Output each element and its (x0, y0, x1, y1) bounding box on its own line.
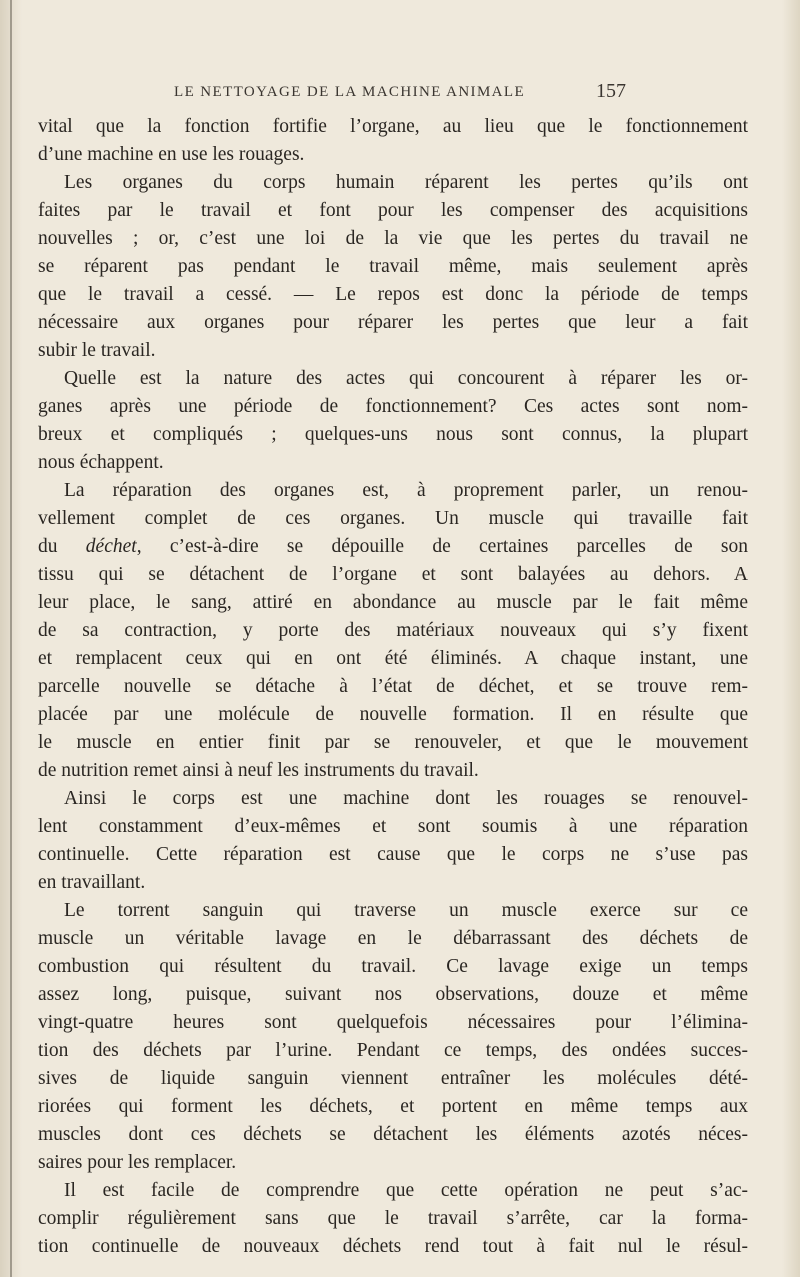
text-line: nécessaire aux organes pour réparer les pertes que leur a fait (38, 312, 748, 333)
text-line: Quelle est la nature des actes qui concourent à réparer les or- (64, 368, 748, 389)
text-line: de nutrition remet ainsi à neuf les instruments du travail. (38, 760, 479, 781)
text-line: continuelle. Cette réparation est cause que le corps ne s’use pas (38, 844, 748, 865)
text-line: Le torrent sanguin qui traverse un muscle exerce sur ce (64, 900, 748, 921)
text-line: muscle un véritable lavage en le débarrassant des déchets de (38, 928, 748, 949)
text-line: placée par une molécule de nouvelle formation. Il en résulte que (38, 704, 748, 725)
text-line: que le travail a cessé. — Le repos est donc la période de temps (38, 284, 748, 305)
body-text (38, 113, 748, 1261)
text-line: saires pour les remplacer. (38, 1152, 237, 1173)
text-fragment: du (38, 536, 86, 557)
page-edge-shadow-right (782, 0, 800, 1277)
text-line: le muscle en entier finit par se renouveler, et que le mouvement (38, 732, 748, 753)
text-line: combustion qui résultent du travail. Ce lavage exige un temps (38, 956, 748, 977)
text-line: vellement complet de ces organes. Un muscle qui travaille fait (38, 508, 748, 529)
text-line: Il est facile de comprendre que cette opération ne peut s’ac- (64, 1180, 748, 1201)
text-line: Les organes du corps humain réparent les pertes qu’ils ont (64, 172, 748, 193)
text-line: muscles dont ces déchets se détachent les éléments azotés néces- (38, 1124, 748, 1145)
text-line: leur place, le sang, attiré en abondance au muscle par le fait même (38, 592, 748, 613)
text-line: La réparation des organes est, à proprement parler, un renou- (64, 480, 748, 501)
text-line: riorées qui forment les déchets, et portent en même temps aux (38, 1096, 748, 1117)
text-line: Ainsi le corps est une machine dont les rouages se renouvel- (64, 788, 748, 809)
text-line: vingt-quatre heures sont quelquefois nécessaires pour l’élimina- (38, 1012, 748, 1033)
text-line: se réparent pas pendant le travail même, mais seulement après (38, 256, 748, 277)
running-title: LE NETTOYAGE DE LA MACHINE ANIMALE (174, 84, 526, 100)
text-line: lent constamment d’eux-mêmes et sont soumis à une réparation (38, 816, 748, 837)
page-number: 157 (596, 80, 626, 102)
text-line: d’une machine en use les rouages. (38, 144, 305, 165)
text-line: et remplacent ceux qui en ont été éliminés. A chaque instant, une (38, 648, 748, 669)
binding-edge-line (10, 0, 12, 1277)
text-line: nous échappent. (38, 452, 164, 473)
text-line: de sa contraction, y porte des matériaux nouveaux qui s’y fixent (38, 620, 748, 641)
italic-term: déchet (85, 536, 137, 557)
text-line: nouvelles ; or, c’est une loi de la vie que les pertes du travail ne (38, 228, 748, 249)
text-line: en travaillant. (38, 872, 146, 893)
text-line: sives de liquide sanguin viennent entraîner les molécules dété- (38, 1068, 748, 1089)
text-line: parcelle nouvelle se détache à l’état de déchet, et se trouve rem- (38, 676, 748, 697)
text-line: assez long, puisque, suivant nos observations, douze et même (38, 984, 748, 1005)
text-line (38, 533, 748, 561)
text-line: subir le travail. (38, 340, 156, 361)
page-header (150, 80, 650, 110)
text-fragment: , c’est-à-dire se dépouille de certaines parcelles de son (136, 536, 748, 557)
text-line: complir régulièrement sans que le travail s’arrête, car la forma- (38, 1208, 748, 1229)
text-line: tion des déchets par l’urine. Pendant ce temps, des ondées succes- (38, 1040, 748, 1061)
text-line: tissu qui se détachent de l’organe et sont balayées au dehors. A (38, 564, 748, 585)
text-line: faites par le travail et font pour les compenser des acquisitions (38, 200, 748, 221)
text-line: breux et compliqués ; quelques-uns nous sont connus, la plupart (38, 424, 748, 445)
text-line: ganes après une période de fonctionnement? Ces actes sont nom- (38, 396, 748, 417)
text-line: vital que la fonction fortifie l’organe, au lieu que le fonctionnement (38, 116, 748, 137)
text-line: tion continuelle de nouveaux déchets rend tout à fait nul le résul- (38, 1236, 748, 1257)
